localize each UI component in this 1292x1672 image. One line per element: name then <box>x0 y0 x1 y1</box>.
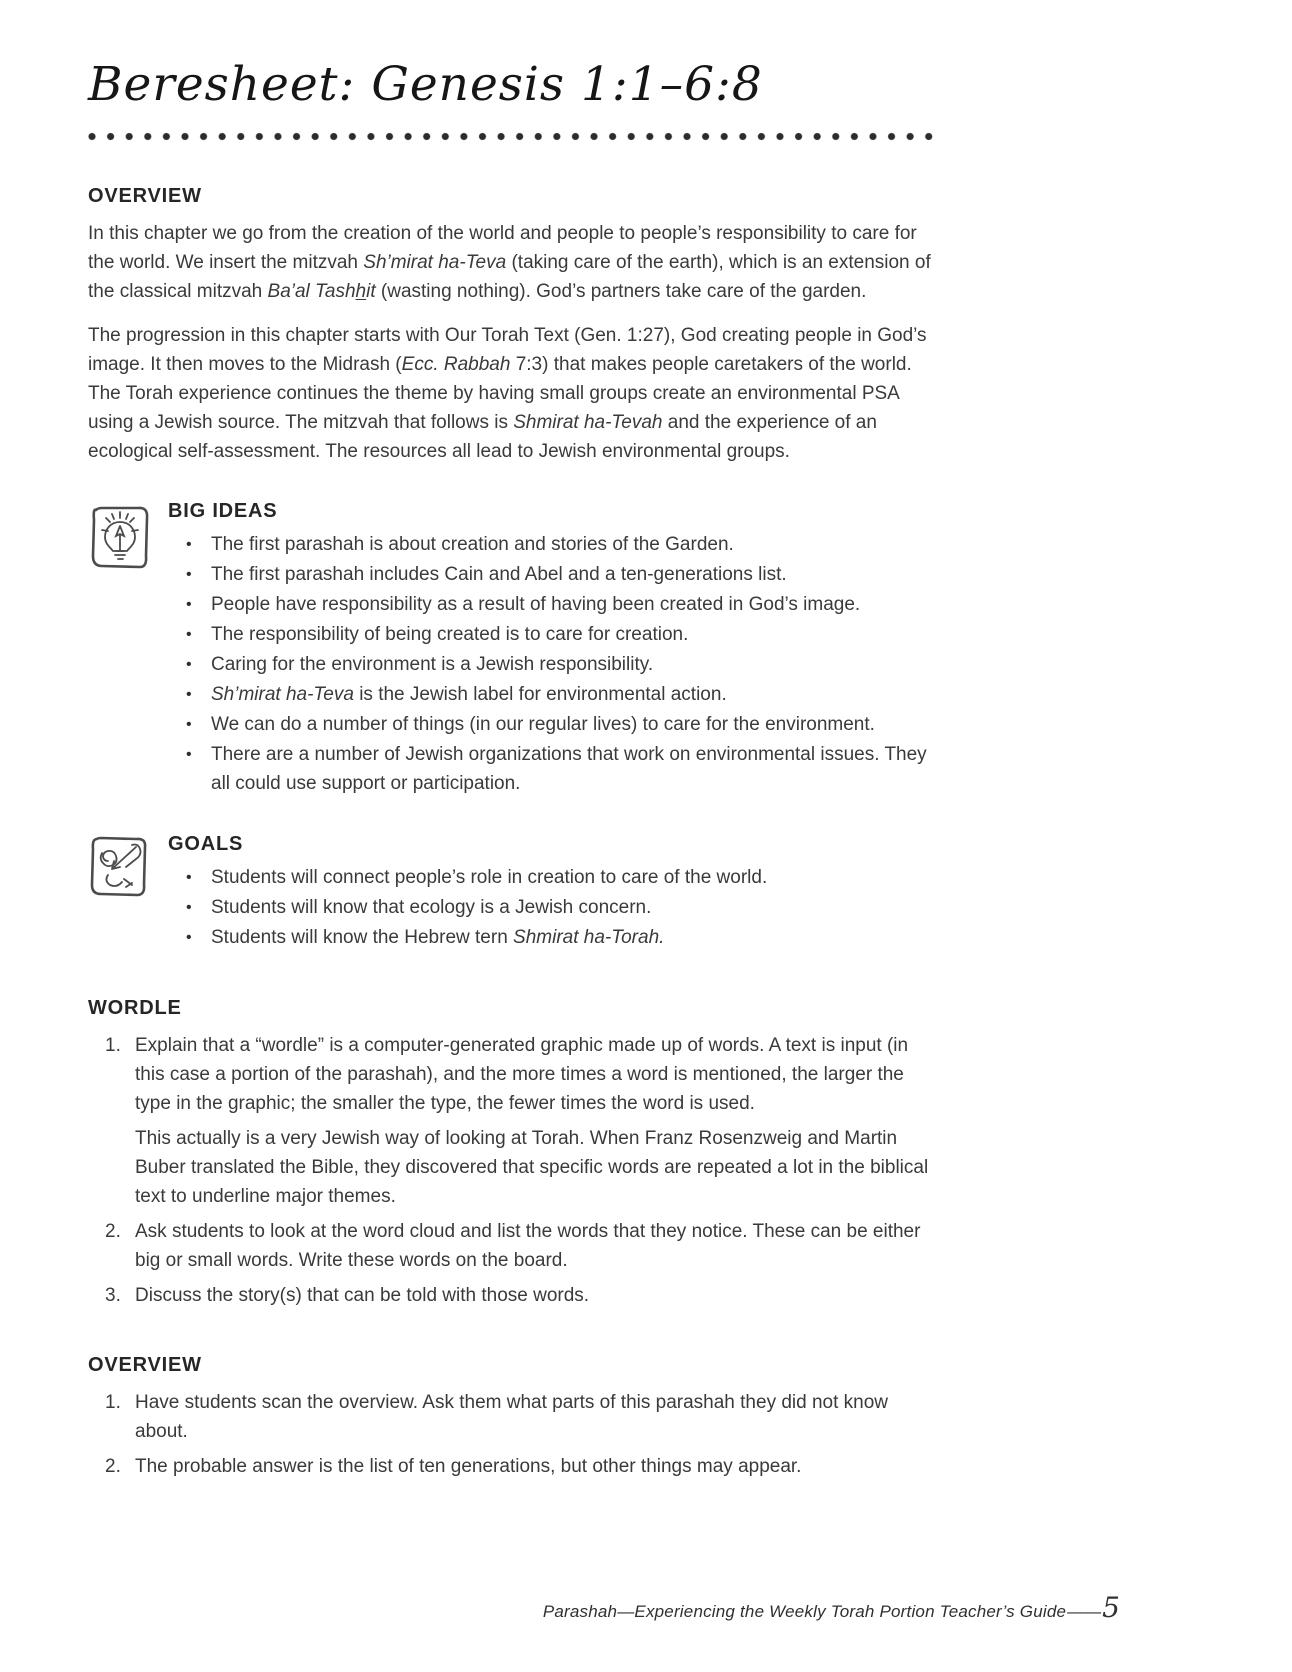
bullet-text <box>211 530 938 559</box>
bullet-marker: • <box>186 536 192 554</box>
list-item <box>186 710 938 739</box>
section-big-ideas <box>88 496 938 799</box>
bullet-text <box>211 620 938 649</box>
list-item <box>186 893 938 922</box>
big-ideas-icon-box <box>88 496 168 799</box>
text-segment: h <box>355 281 367 303</box>
text-segment: There are a number of Jewish organizations that work on environmental issues. They all could use support or participation. <box>211 744 927 795</box>
text-segment: In this chapter we go from the creation of the world and people to people’s responsibility to care for the world. We insert the mitzvah <box>88 223 917 274</box>
bullet-text <box>211 740 938 798</box>
bullet-marker: • <box>186 686 192 704</box>
item-text <box>135 1388 940 1446</box>
text-segment: Students will know the Hebrew tern <box>211 927 514 949</box>
bullet-text <box>211 893 938 922</box>
bullet-text <box>211 560 938 589</box>
goals-list <box>168 863 938 952</box>
bullet-marker: • <box>186 899 192 917</box>
text-segment: (wasting nothing). God’s partners take care of the garden. <box>375 281 867 303</box>
text-segment: Explain that a “wordle” is a computer-generated graphic made up of words. A text is input (in this case a portion of the parashah), and the more times a word is mentioned, the larger the type in the graphic; the smaller the type, the fewer times the word is used. <box>135 1035 909 1115</box>
text-segment: This actually is a very Jewish way of looking at Torah. When Franz Rosenzweig and Martin Buber translated the Bible, they discovered that specific words are repeated a lot in the biblical text to underline major themes. <box>135 1128 929 1208</box>
text-segment: Shmirat ha-Torah. <box>513 927 665 949</box>
text-segment: Sh’mirat ha-Teva <box>211 684 354 706</box>
bullet-marker: • <box>186 869 192 887</box>
numbered-item <box>105 1281 940 1310</box>
text-segment: Students will know that ecology is a Jewish concern. <box>211 897 652 919</box>
item-number: 2. <box>105 1221 121 1243</box>
bullet-marker: • <box>186 746 192 764</box>
overview-paragraph <box>88 219 938 306</box>
page-footer <box>542 1591 1120 1624</box>
bullet-text <box>211 650 938 679</box>
numbered-item <box>105 1388 940 1446</box>
text-segment: Ask students to look at the word cloud and list the words that they notice. These can be either big or small words. Write these words on the board. <box>135 1221 921 1272</box>
text-segment: Discuss the story(s) that can be told with those words. <box>135 1285 590 1307</box>
big-ideas-body <box>168 496 938 799</box>
overview-activity-list <box>88 1388 940 1481</box>
item-number: 3. <box>105 1285 121 1307</box>
bullet-marker: • <box>186 596 192 614</box>
text-segment: 7:3) that makes people caretakers of the world. The Torah experience continues the theme by having small groups create an environmental PSA using a Jewish source. The mitzvah that follows is <box>88 354 912 434</box>
bullet-text <box>211 710 938 739</box>
bullet-text <box>211 863 938 892</box>
page-title: Beresheet: Genesis 1:1–6:8 <box>88 57 763 112</box>
numbered-item <box>105 1124 940 1211</box>
bullet-text <box>211 590 938 619</box>
goals-body <box>168 829 938 953</box>
item-text <box>135 1217 940 1275</box>
bullet-marker: • <box>186 656 192 674</box>
big-ideas-list <box>168 530 938 798</box>
text-segment: Students will connect people’s role in creation to care of the world. <box>211 867 768 889</box>
page-number: 5 <box>1102 1591 1120 1624</box>
goals-icon-box <box>88 829 168 953</box>
text-segment: The first parashah includes Cain and Abel and a ten-generations list. <box>211 564 787 586</box>
footer-title: Parashah—Experiencing the Weekly Torah Portion Teacher’s Guide <box>542 1602 1067 1621</box>
text-segment: People have responsibility as a result of having been created in God’s image. <box>211 594 861 616</box>
text-segment: (taking care of the earth), which is an extension of the classical mitzvah <box>88 252 931 303</box>
section-goals <box>88 829 938 953</box>
list-item <box>186 863 938 892</box>
page-header <box>88 58 940 141</box>
big-ideas-heading: BIG IDEAS <box>168 500 278 523</box>
text-segment: The progression in this chapter starts with Our Torah Text (Gen. 1:27), God creating people in God’s image. It then moves to the Midrash ( <box>88 325 927 376</box>
list-item <box>186 740 938 798</box>
numbered-item <box>105 1217 940 1275</box>
numbered-item <box>105 1452 940 1481</box>
text-segment: The responsibility of being created is to care for creation. <box>211 624 689 646</box>
section-overview-activity <box>88 1354 940 1481</box>
section-wordle <box>88 997 940 1310</box>
bullet-marker: • <box>186 929 192 947</box>
list-item <box>186 650 938 679</box>
text-segment: Ecc. Rabbah <box>401 354 511 376</box>
bullet-marker: • <box>186 626 192 644</box>
text-segment: is the Jewish label for environmental action. <box>353 684 727 706</box>
lightbulb-icon <box>88 498 152 572</box>
text-segment: We can do a number of things (in our regular lives) to care for the environment. <box>211 714 875 736</box>
text-segment: Shmirat ha-Tevah <box>513 412 663 434</box>
text-segment: it <box>366 281 376 303</box>
list-item <box>186 923 938 952</box>
footer-dash: —— <box>1067 1602 1102 1621</box>
text-segment: The probable answer is the list of ten generations, but other things may appear. <box>135 1456 802 1478</box>
bullet-marker: • <box>186 716 192 734</box>
overview-paragraph <box>88 321 938 466</box>
overview-activity-heading: OVERVIEW <box>88 1354 202 1377</box>
text-segment: Have students scan the overview. Ask them what parts of this parashah they did not know about. <box>135 1392 889 1443</box>
list-item <box>186 620 938 649</box>
numbered-item <box>105 1031 940 1118</box>
list-item <box>186 680 938 709</box>
text-segment: The first parashah is about creation and stories of the Garden. <box>211 534 734 556</box>
bullet-marker: • <box>186 566 192 584</box>
item-text <box>135 1281 940 1310</box>
text-segment: Ba’al Tash <box>267 281 356 303</box>
item-number <box>105 1124 135 1211</box>
list-item <box>186 590 938 619</box>
text-segment: Caring for the environment is a Jewish responsibility. <box>211 654 654 676</box>
bullet-text <box>211 680 938 709</box>
wordle-list <box>88 1031 940 1310</box>
list-item <box>186 530 938 559</box>
text-segment: Sh’mirat ha-Teva <box>363 252 507 274</box>
item-number: 2. <box>105 1456 121 1478</box>
item-text <box>135 1452 940 1481</box>
item-text <box>135 1031 940 1118</box>
item-number: 1. <box>105 1035 121 1057</box>
text-segment: and the experience of an ecological self-assessment. The resources all lead to Jewish environmental groups. <box>88 412 877 463</box>
bullet-text <box>211 923 938 952</box>
section-overview <box>88 185 940 466</box>
overview-heading: OVERVIEW <box>88 185 202 208</box>
item-number: 1. <box>105 1392 121 1414</box>
wordle-heading: WORDLE <box>88 997 182 1020</box>
dotted-divider <box>88 132 934 141</box>
goals-heading: GOALS <box>168 833 244 856</box>
item-text <box>135 1124 940 1211</box>
list-item <box>186 560 938 589</box>
target-arrow-icon <box>88 831 150 901</box>
